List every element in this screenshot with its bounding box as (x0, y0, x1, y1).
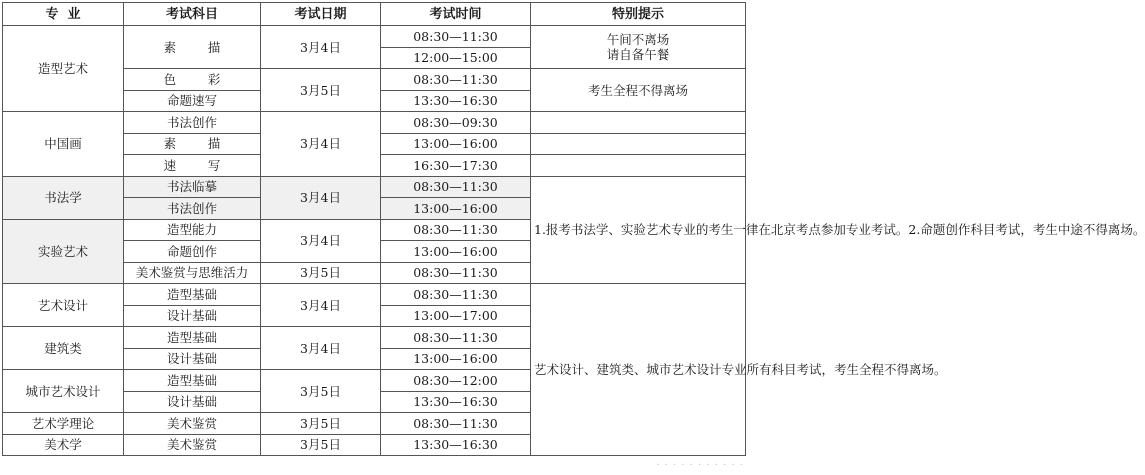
note-cell (531, 133, 746, 155)
subject-cell: 素 描 (124, 26, 261, 69)
subject-cell: 素 描 (124, 133, 261, 155)
subject-cell: 书法创作 (124, 112, 261, 134)
major-cell: 艺术学理论 (3, 413, 124, 435)
note-cell (531, 112, 746, 134)
major-cell: 造型艺术 (3, 26, 124, 112)
note-cell: 1.报考书法学、实验艺术专业的考生一律在北京考点参加专业考试。2.命题创作科目考试，考生中途不得离场。 (531, 176, 746, 284)
time-cell: 08:30—11:30 (381, 69, 531, 91)
major-cell: 中国画 (3, 112, 124, 177)
subject-cell: 色 彩 (124, 69, 261, 91)
time-cell: 08:30—11:30 (381, 284, 531, 306)
time-cell: 08:30—11:30 (381, 176, 531, 198)
watermark: · · · · · · · · · · · (656, 460, 744, 471)
note-cell (531, 26, 746, 69)
note-cell (531, 155, 746, 177)
subject-cell: 速 写 (124, 155, 261, 177)
major-cell: 书法学 (3, 176, 124, 219)
time-cell: 13:00—16:00 (381, 198, 531, 220)
time-cell: 08:30—11:30 (381, 26, 531, 48)
note-lunch-line1: 午间不离场 (606, 32, 670, 47)
subject-cell: 书法临摹 (124, 176, 261, 198)
subject-cell: 造型基础 (124, 284, 261, 306)
subject-cell: 美术鉴赏与思维活力 (124, 262, 261, 284)
time-cell: 08:30—11:30 (381, 262, 531, 284)
date-cell: 3月4日 (261, 26, 381, 69)
subject-cell: 命题创作 (124, 241, 261, 263)
date-cell: 3月4日 (261, 112, 381, 177)
time-cell: 13:00—16:00 (381, 241, 531, 263)
time-cell: 16:30—17:30 (381, 155, 531, 177)
subject-cell: 美术鉴赏 (124, 413, 261, 435)
time-cell: 08:30—11:30 (381, 327, 531, 349)
time-cell: 13:30—16:30 (381, 434, 531, 456)
table-row (3, 112, 746, 134)
exam-schedule-table (2, 2, 1145, 456)
subject-cell: 设计基础 (124, 348, 261, 370)
date-cell: 3月4日 (261, 284, 381, 327)
header-date: 考试日期 (261, 3, 381, 26)
major-cell: 美术学 (3, 434, 124, 456)
subject-cell: 造型能力 (124, 219, 261, 241)
header-row (3, 3, 746, 26)
time-cell: 08:30—12:00 (381, 370, 531, 392)
note-cell: 艺术设计、建筑类、城市艺术设计专业所有科目考试，考生全程不得离场。 (531, 284, 746, 456)
date-cell: 3月5日 (261, 370, 381, 413)
major-cell: 建筑类 (3, 327, 124, 370)
date-cell: 3月5日 (261, 434, 381, 456)
header-note: 特别提示 (531, 3, 746, 26)
table-row (3, 284, 746, 306)
time-cell: 12:00—15:00 (381, 47, 531, 69)
date-cell: 3月5日 (261, 262, 381, 284)
note-lunch-line2: 请自备午餐 (606, 47, 670, 62)
table-row (3, 26, 746, 48)
date-cell: 3月4日 (261, 327, 381, 370)
subject-cell: 书法创作 (124, 198, 261, 220)
subject-cell: 设计基础 (124, 391, 261, 413)
date-cell: 3月4日 (261, 219, 381, 262)
subject-cell: 美术鉴赏 (124, 434, 261, 456)
exam-schedule-sheet (2, 2, 1145, 470)
date-cell: 3月5日 (261, 413, 381, 435)
subject-cell: 造型基础 (124, 370, 261, 392)
date-cell: 3月5日 (261, 69, 381, 112)
major-cell: 实验艺术 (3, 219, 124, 284)
header-time: 考试时间 (381, 3, 531, 26)
subject-cell: 造型基础 (124, 327, 261, 349)
note-cell: 考生全程不得离场 (531, 69, 746, 112)
time-cell: 08:30—09:30 (381, 112, 531, 134)
time-cell: 08:30—11:30 (381, 413, 531, 435)
subject-cell: 设计基础 (124, 305, 261, 327)
time-cell: 13:00—17:00 (381, 305, 531, 327)
time-cell: 13:00—16:00 (381, 133, 531, 155)
time-cell: 08:30—11:30 (381, 219, 531, 241)
major-cell: 艺术设计 (3, 284, 124, 327)
major-cell: 城市艺术设计 (3, 370, 124, 413)
time-cell: 13:30—16:30 (381, 391, 531, 413)
date-cell: 3月4日 (261, 176, 381, 219)
table-row (3, 176, 746, 198)
header-major: 专 业 (3, 3, 124, 26)
subject-cell: 命题速写 (124, 90, 261, 112)
time-cell: 13:30—16:30 (381, 90, 531, 112)
time-cell: 13:00—16:00 (381, 348, 531, 370)
header-subject: 考试科目 (124, 3, 261, 26)
